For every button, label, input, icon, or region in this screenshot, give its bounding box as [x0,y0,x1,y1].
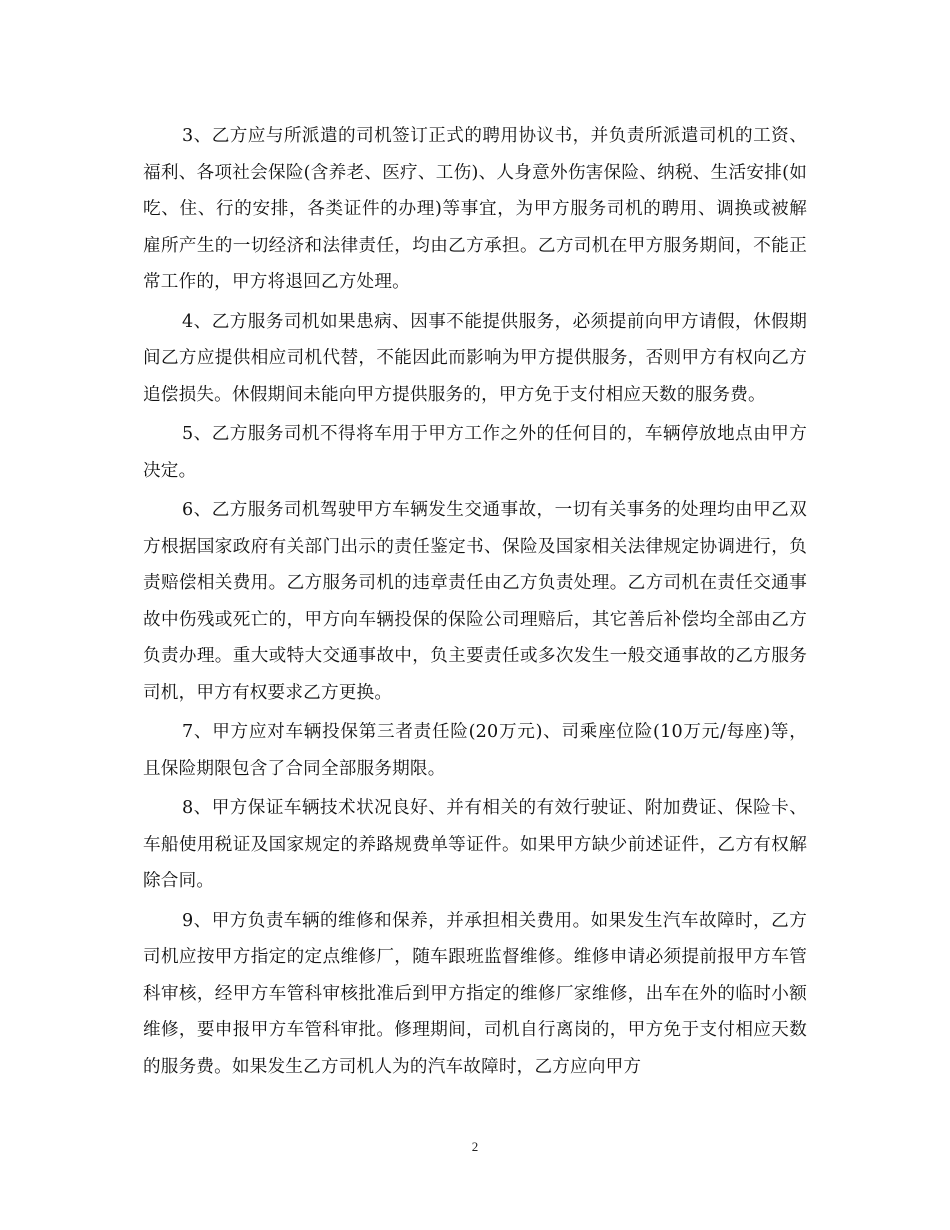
paragraph-clause-7: 7、甲方应对车辆投保第三者责任险(20万元)、司乘座位险(10万元/每座)等，且保险期限包含了合同全部服务期限。 [143,722,807,779]
paragraph-clause-4: 4、乙方服务司机如果患病、因事不能提供服务，必须提前向甲方请假，休假期间乙方应提供相应司机代替，不能因此而影响为甲方提供服务，否则甲方有权向乙方追偿损失。休假期间未能向甲方提供服务的，甲方免于支付相应天数的服务费。 [143,311,807,405]
page-number: 2 [471,1139,479,1154]
paragraph-clause-6: 6、乙方服务司机驾驶甲方车辆发生交通事故，一切有关事务的处理均由甲乙双方根据国家政府有关部门出示的责任鉴定书、保险及国家相关法律规定协调进行，负责赔偿相关费用。乙方服务司机的违章责任由乙方负责处理。乙方司机在责任交通事故中伤残或死亡的，甲方向车辆投保的保险公司理赔后，其它善后补偿均全部由乙方负责办理。重大或特大交通事故中，负主要责任或多次发生一般交通事故的乙方服务司机，甲方有权要求乙方更换。 [143,500,807,703]
paragraph-clause-5: 5、乙方服务司机不得将车用于甲方工作之外的任何目的，车辆停放地点由甲方决定。 [143,424,807,481]
paragraph-clause-8: 8、甲方保证车辆技术状况良好、并有相关的有效行驶证、附加费证、保险卡、车船使用税证及国家规定的养路规费单等证件。如果甲方缺少前述证件，乙方有权解除合同。 [143,798,807,891]
paragraph-clause-9: 9、甲方负责车辆的维修和保养，并承担相关费用。如果发生汽车故障时，乙方司机应按甲方指定的定点维修厂，随车跟班监督维修。维修申请必须提前报甲方车管科审核，经甲方车管科审核批准后到甲方指定的维修厂家维修，出车在外的临时小额维修，要申报甲方车管科审批。修理期间，司机自行离岗的，甲方免于支付相应天数的服务费。如果发生乙方司机人为的汽车故障时，乙方应向甲方 [143,910,807,1077]
paragraph-clause-3: 3、乙方应与所派遣的司机签订正式的聘用协议书，并负责所派遣司机的工资、福利、各项社会保险(含养老、医疗、工伤)、人身意外伤害保险、纳税、生活安排(如吃、住、行的安排，各类证件的办理)等事宜，为甲方服务司机的聘用、调换或被解雇所产生的一切经济和法律责任，均由乙方承担。乙方司机在甲方服务期间，不能正常工作的，甲方将退回乙方处理。 [143,126,807,292]
document-body [143,118,807,1088]
